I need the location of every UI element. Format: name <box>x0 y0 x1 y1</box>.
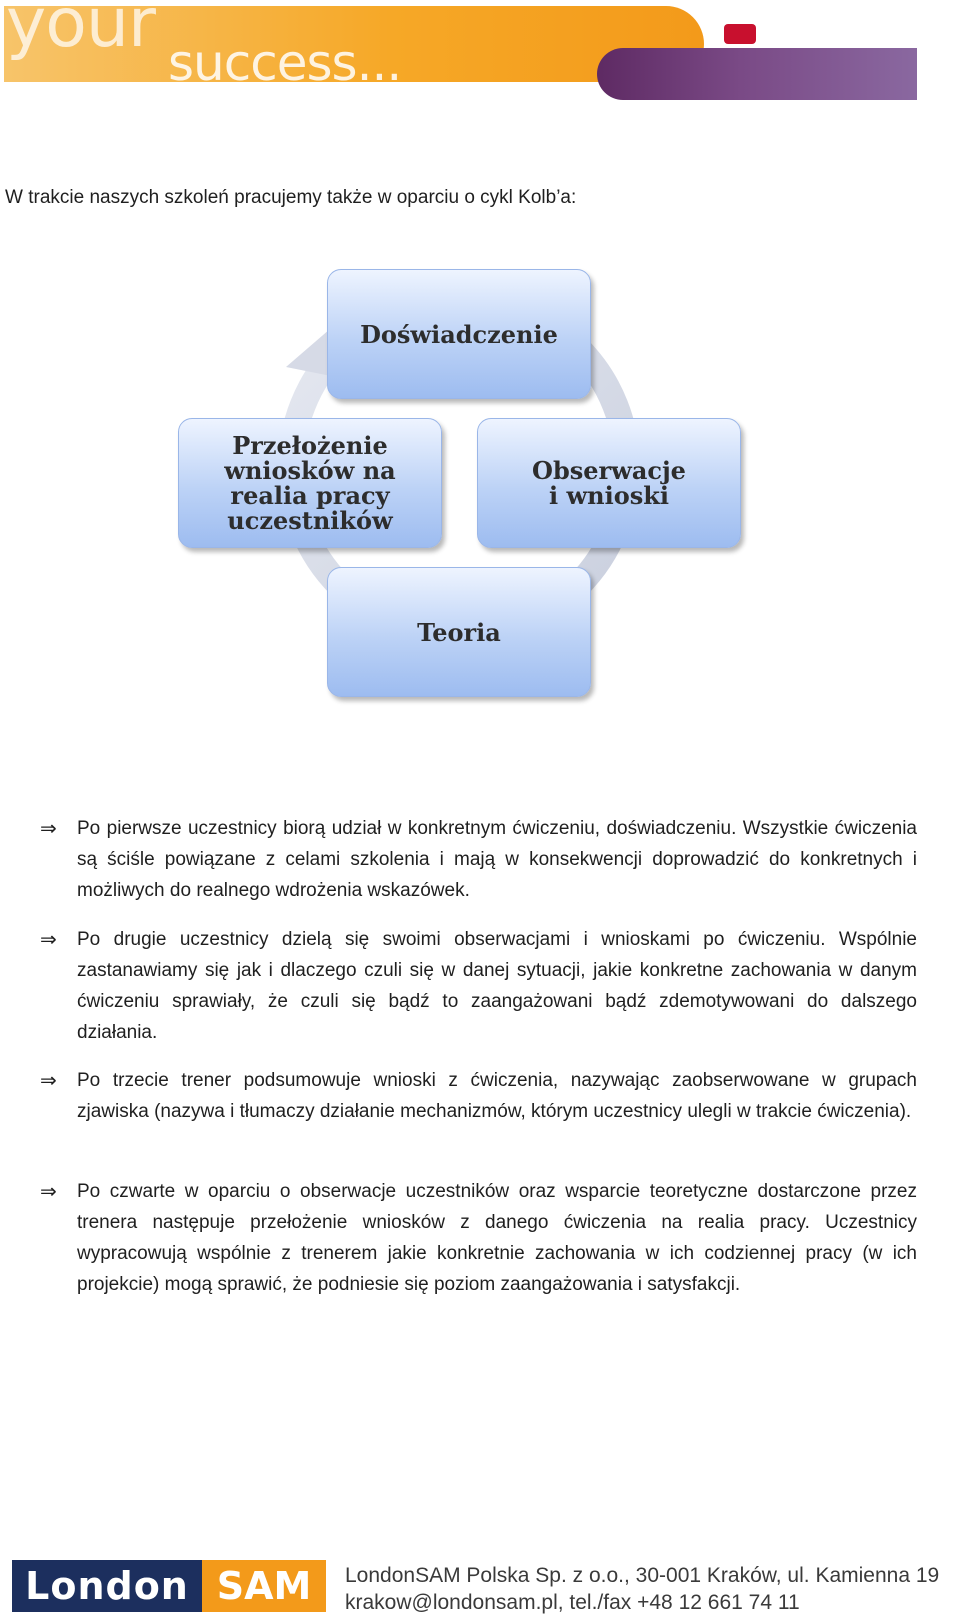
kolb-cycle-diagram <box>0 255 960 715</box>
list-item-text: Po czwarte w oparciu o obserwacje uczestników oraz wsparcie teoretyczne dostarczone przez trenera następuje przełożenie wniosków z danego ćwiczenia na realia pracy. Uczestnicy wypracowują wspólnie z trenerem jakie konkretnie zachowania w ich codziennej pracy (w ich projekcie) mogą sprawić, że podniesie się poziom zaangażowania i satysfakcji. <box>77 1181 917 1295</box>
address-line: LondonSAM Polska Sp. z o.o., 30-001 Kraków, ul. Kamienna 19 <box>345 1564 940 1587</box>
logo-sam: SAM <box>202 1560 326 1612</box>
banner-word-your: your <box>6 0 155 63</box>
double-arrow-icon: ⇒ <box>40 927 57 951</box>
contact-line: krakow@londonsam.pl, tel./fax +48 12 661 74 11 <box>345 1591 800 1614</box>
node-label: Przełożenie wniosków na realia pracy uczestników <box>224 431 396 535</box>
contact-info <box>345 1562 939 1616</box>
node-teoria <box>327 567 591 697</box>
double-arrow-icon: ⇒ <box>40 1179 57 1203</box>
banner-red-mark <box>724 24 756 44</box>
list-item-text: Po pierwsze uczestnicy biorą udział w konkretnym ćwiczeniu, doświadczeniu. Wszystkie ćwiczenia są ściśle powiązane z celami szkolenia i mają w konsekwencji doprowadzić do konkretnych i możliwych do realnego wdrożenia wskazówek. <box>77 818 917 901</box>
double-arrow-icon: ⇒ <box>40 1068 57 1092</box>
node-doswiadczenie <box>327 269 591 399</box>
logo-london: London <box>12 1560 202 1612</box>
list-item-text: Po trzecie trener podsumowuje wnioski z ćwiczenia, nazywając zaobserwowane w grupach zjawiska (nazywa i tłumaczy działanie mechanizmów, którym uczestnicy ulegli w trakcie ćwiczenia). <box>77 1070 917 1122</box>
banner-word-success: success... <box>168 34 402 92</box>
double-arrow-icon: ⇒ <box>40 816 57 840</box>
node-obserwacje <box>477 418 741 548</box>
node-przelozenie <box>178 418 442 548</box>
banner-purple-band <box>597 48 917 100</box>
footer <box>0 1556 960 1618</box>
node-label: Teoria <box>417 617 501 647</box>
node-label: Doświadczenie <box>360 319 558 349</box>
list-item-text: Po drugie uczestnicy dzielą się swoimi obserwacjami i wnioskami po ćwiczeniu. Wspólnie zastanawiamy się jak i dlaczego czuli się w danej sytuacji, jakie konkretne zachowania w danym ćwiczeniu sprawiały, że czuli się bądź to zaangażowani bądź zdemotywowani do dalszego działania. <box>77 929 917 1043</box>
header-banner <box>0 0 960 110</box>
londonsam-logo <box>12 1560 326 1612</box>
intro-text: W trakcie naszych szkoleń pracujemy także w oparciu o cykl Kolb’a: <box>5 187 577 208</box>
node-label: Obserwacje i wnioski <box>532 456 686 510</box>
